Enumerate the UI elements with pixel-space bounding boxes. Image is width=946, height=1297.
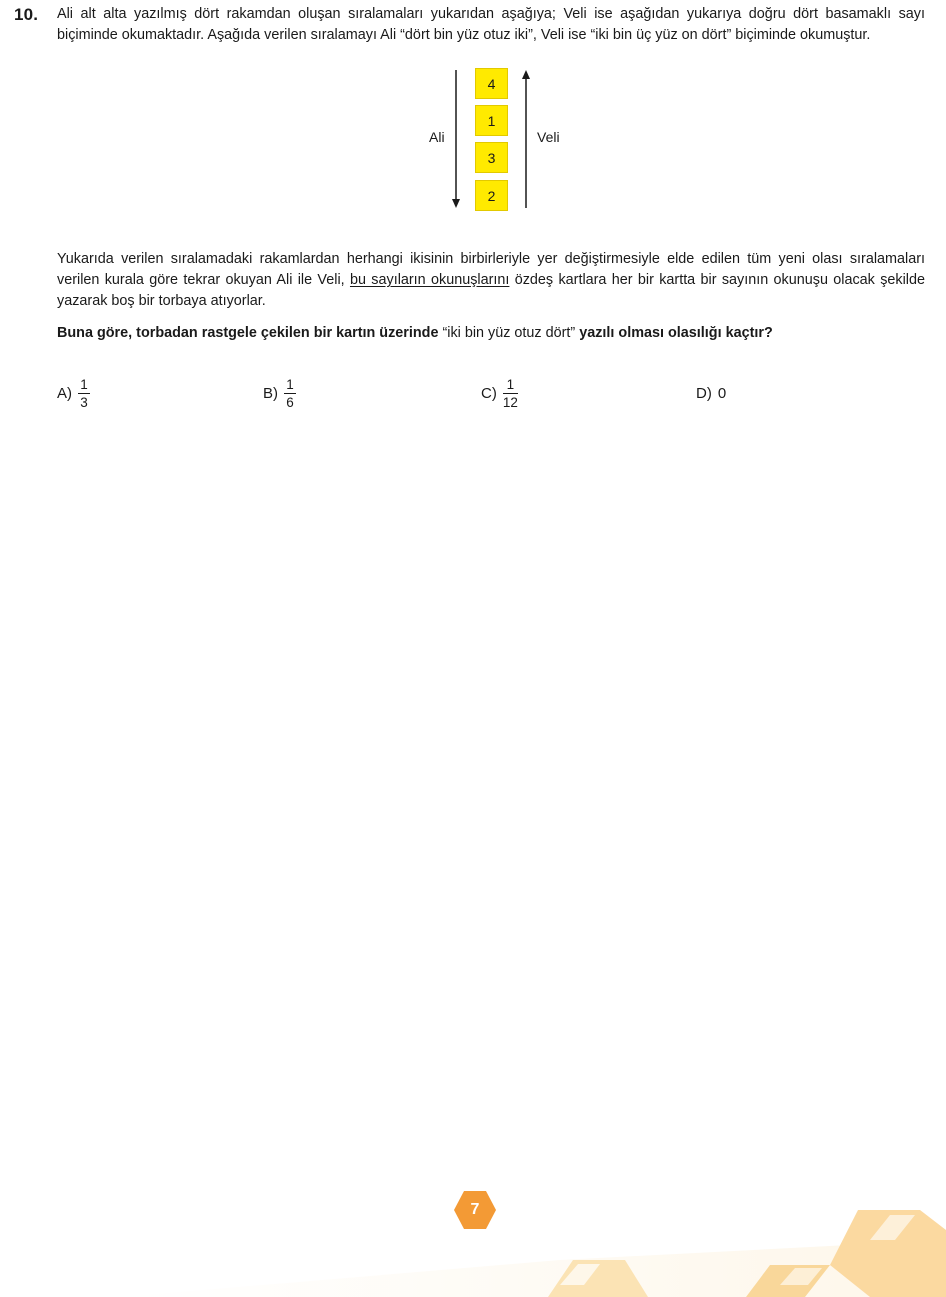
denominator: 12 [502,394,518,410]
digit-box: 3 [475,142,508,173]
prompt-quote: “iki bin yüz otuz dört” [442,325,576,341]
option-label: D) [696,384,712,402]
digit-box: 1 [475,105,508,136]
digit-box: 4 [475,68,508,99]
fraction [503,377,518,410]
body-text: Yukarıda verilen sıralamadaki rakamlardan herhangi ikisinin birbirleriyle yer değiştirmesiyle elde edilen tüm yeni olası sıralamaları verilen kurala göre tekrar okuyan Ali ile Veli, [57,251,925,288]
up-arrow-icon [522,70,530,79]
denominator: 6 [286,394,294,410]
page-number: 7 [470,1201,480,1218]
fraction [284,377,296,410]
numerator: 1 [80,376,88,392]
body-text: özdeş kartlara her bir kartta bir sayının okunuşu olacak şekilde yazarak boş bir torbaya atıyorlar. [57,272,925,309]
option-label: C) [481,384,497,402]
prompt-text: Buna göre, torbadan rastgele çekilen bir kartın üzerinde [57,325,443,341]
digit-box: 2 [475,180,508,211]
down-arrow-icon [452,199,460,208]
option-c[interactable] [481,373,518,413]
numerator: 1 [286,376,294,392]
fraction-bar [503,393,518,394]
numerator: 1 [506,376,515,392]
option-value: 0 [717,384,727,402]
prompt-text: yazılı olması olasılığı kaçtır? [575,325,773,341]
page-number-badge [453,1190,497,1230]
denominator: 3 [80,394,88,410]
fraction-bar [284,393,296,394]
question-number: 10. [14,5,39,24]
option-d[interactable] [696,373,726,413]
option-a[interactable] [57,373,90,413]
question-intro: Ali alt alta yazılmış dört rakamdan oluşan sıralamaları yukarıdan aşağıya; Veli ise aşağıdan yukarıya doğru dört basamaklı sayı biçiminde okumaktadır. Aşağıda verilen sıralamayı Ali “dört bin yüz otuz iki”, Veli ise “iki bin üç yüz on dört” biçiminde okumuştur. [57,6,925,43]
underlined-phrase: bu sayıların okunuşlarını [349,272,510,288]
question-body [57,249,925,312]
ali-label: Ali [429,129,445,145]
veli-label: Veli [537,129,560,145]
option-b[interactable] [263,373,296,413]
option-label: B) [263,384,278,402]
option-label: A) [57,384,72,402]
question-prompt [57,323,925,344]
fraction-bar [78,393,90,394]
fraction [78,377,90,410]
